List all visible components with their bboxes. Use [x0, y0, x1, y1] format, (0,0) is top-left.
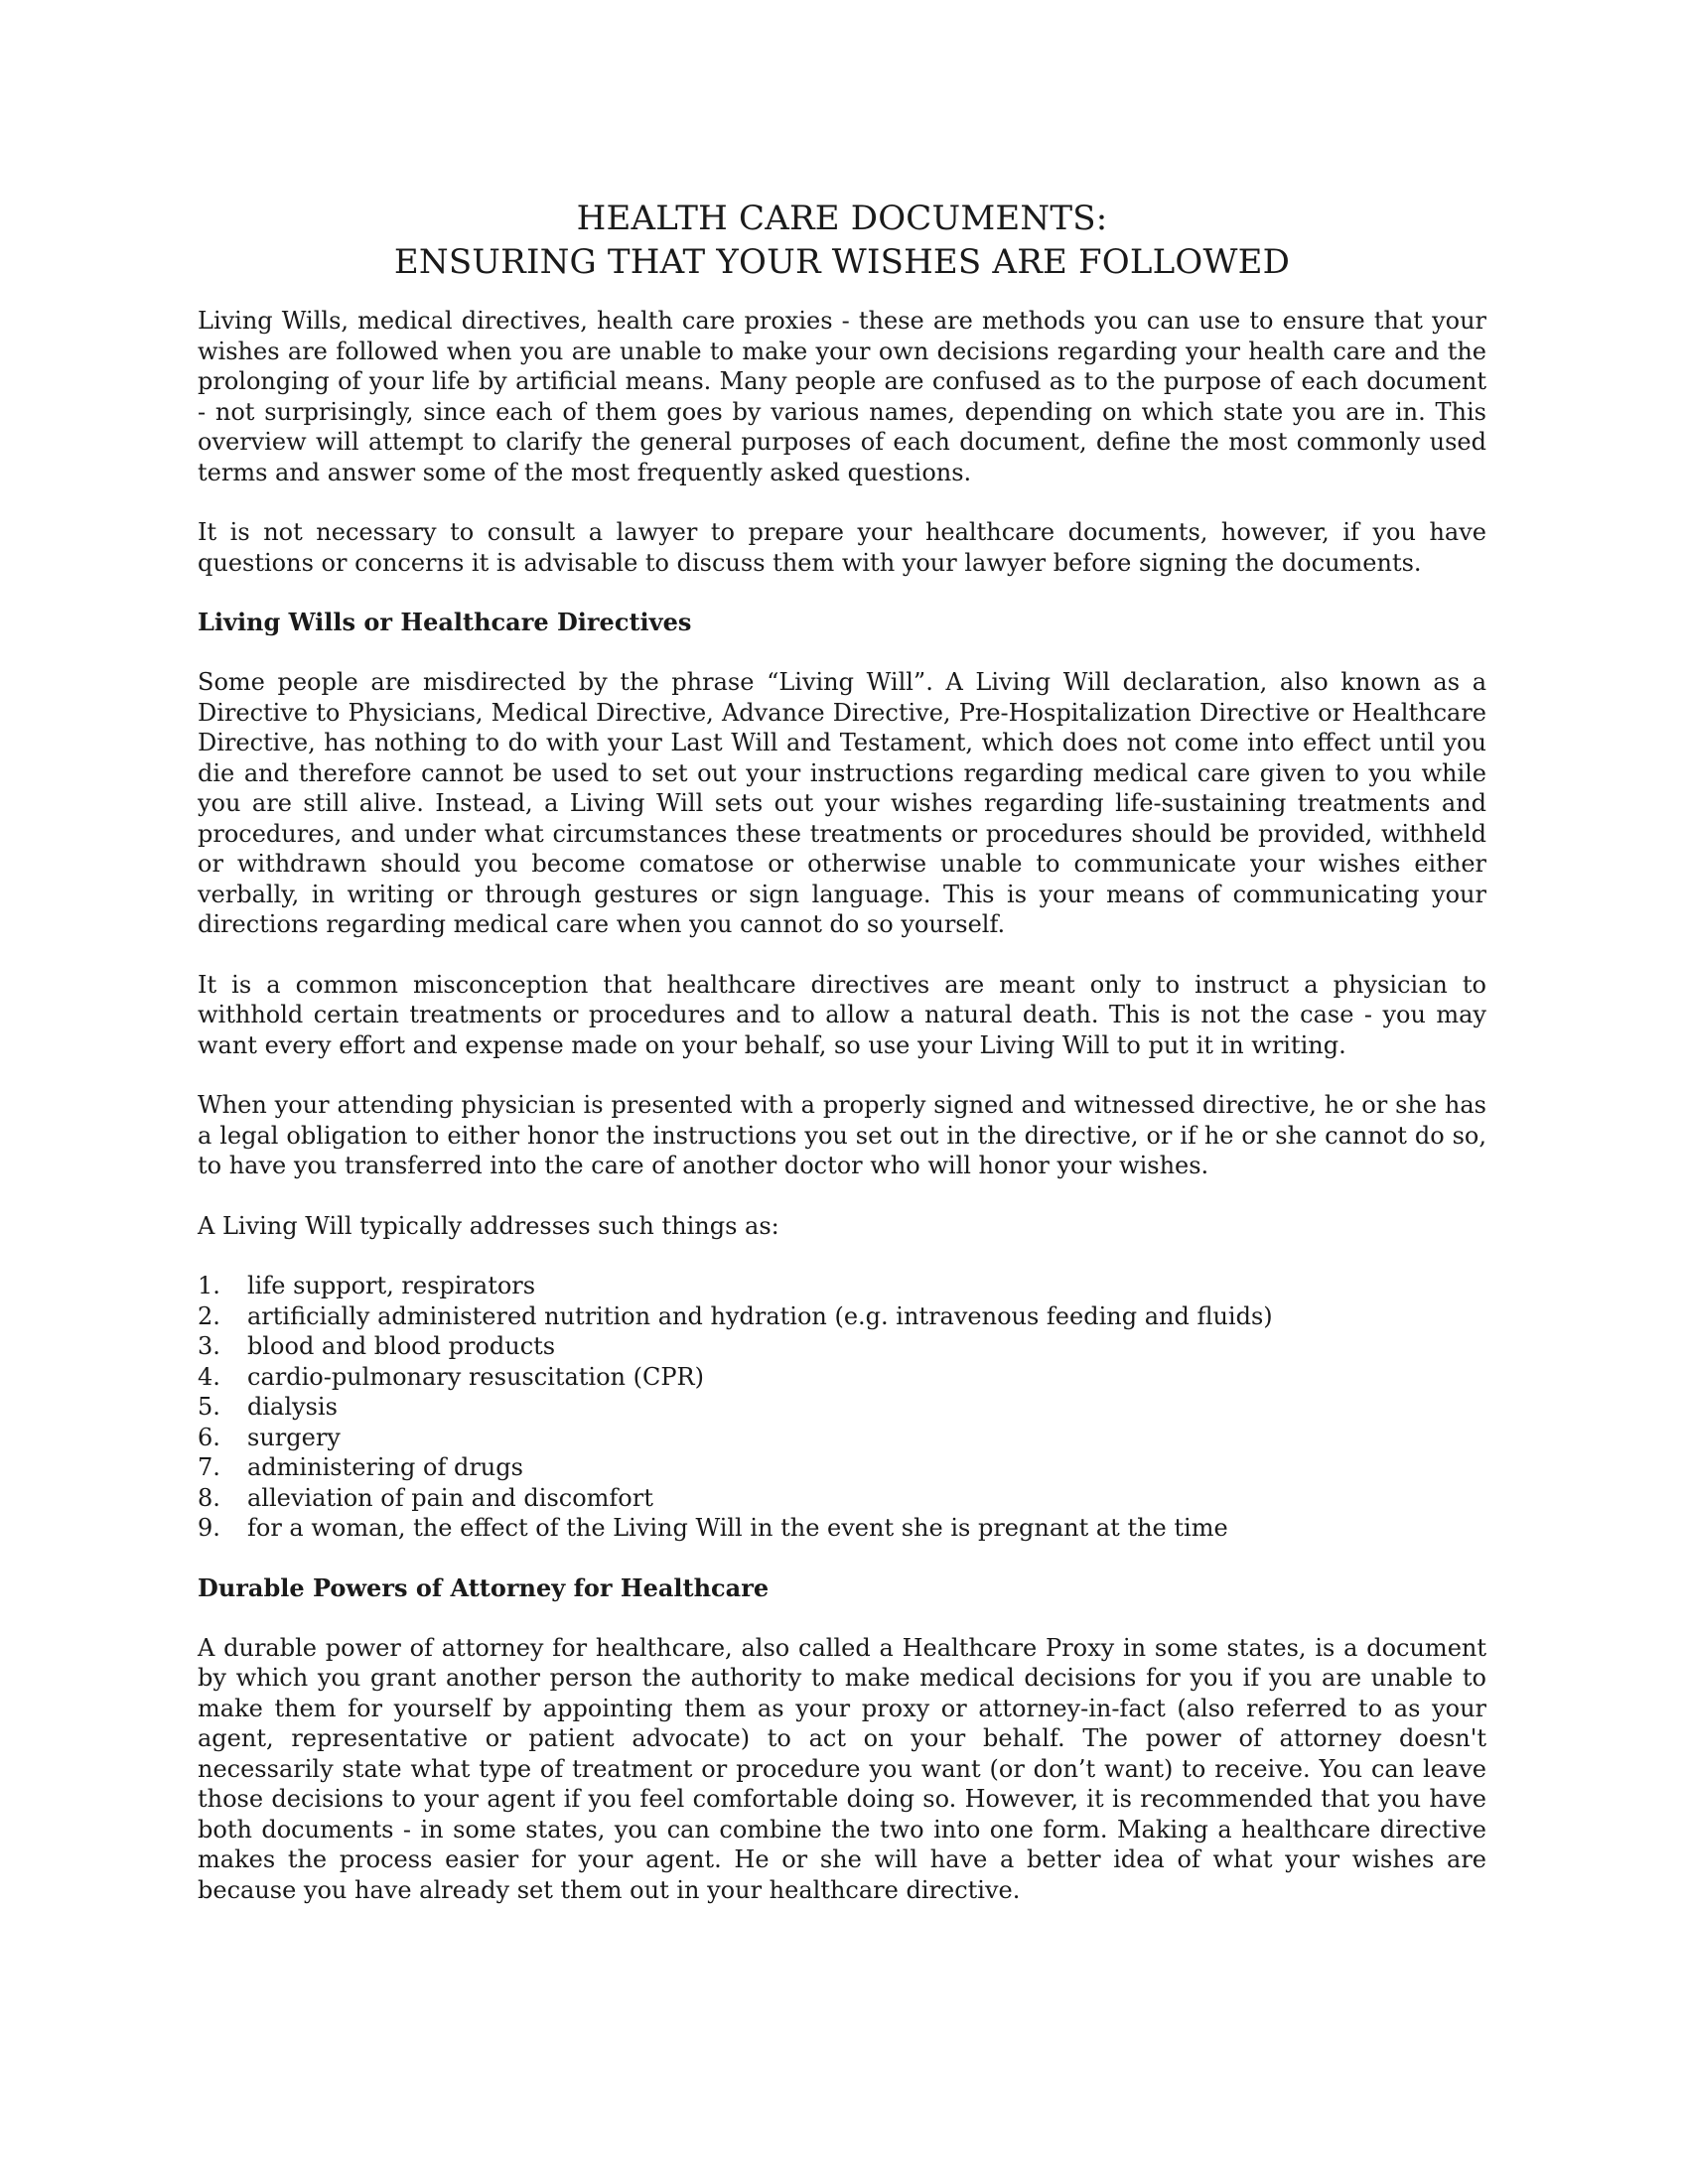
list-item-text: for a woman, the effect of the Living Will in the event she is pregnant at the time [247, 1514, 1228, 1542]
living-will-paragraph-2: It is a common misconception that healthcare directives are meant only to instruct a physician to withhold certain treatments or procedures and to allow a natural death. This is not the case - you may want every effort and expense made on your behalf, so use your Living Will to put it in writing. [198, 970, 1486, 1059]
document-title [198, 197, 1486, 284]
list-item-text: cardio-pulmonary resuscitation (CPR) [247, 1362, 704, 1391]
list-item-text: blood and blood products [247, 1332, 556, 1360]
living-will-paragraph-3: When your attending physician is presented with a properly signed and witnessed directive, he or she has a legal obligation to either honor the instructions you set out in the directive, or if he or she cannot do so, to have you transferred into the care of another doctor who will honor your wishes. [198, 1091, 1486, 1179]
intro-paragraph-2: It is not necessary to consult a lawyer to prepare your healthcare documents, however, if you have questions or concerns it is advisable to discuss them with your lawyer before signing the documents. [198, 518, 1486, 577]
living-will-topics-list [198, 1271, 1486, 1544]
list-item [198, 1271, 1486, 1301]
list-item [198, 1362, 1486, 1393]
list-item [198, 1331, 1486, 1362]
list-item-number: 5. [198, 1393, 220, 1421]
durable-power-paragraph-1: A durable power of attorney for healthcare, also called a Healthcare Proxy in some states, is a document by which you grant another person the authority to make medical decisions for you if you are unable to make them for yourself by appointing them as your proxy or attorney-in-fact (also referred to as your agent, representative or patient advocate) to act on your behalf. The power of attorney doesn't necessarily state what type of treatment or procedure you want (or don’t want) to receive. You can leave those decisions to your agent if you feel comfortable doing so. However, it is recommended that you have both documents - in some states, you can combine the two into one form. Making a healthcare directive makes the process easier for your agent. He or she will have a better idea of what your wishes are because you have already set them out in your healthcare directive. [198, 1633, 1486, 1904]
list-item-text: administering of drugs [247, 1453, 523, 1481]
title-line-1: HEALTH CARE DOCUMENTS: [576, 199, 1108, 238]
list-item-text: artificially administered nutrition and hydration (e.g. intravenous feeding and fluids) [247, 1301, 1273, 1330]
list-item [198, 1423, 1486, 1453]
list-item [198, 1392, 1486, 1423]
list-item [198, 1452, 1486, 1483]
list-item [198, 1513, 1486, 1544]
list-item-text: alleviation of pain and discomfort [247, 1483, 653, 1512]
list-item-number: 2. [198, 1301, 220, 1330]
document-page [198, 197, 1486, 1935]
list-item-text: life support, respirators [247, 1272, 536, 1299]
list-item-text: dialysis [247, 1393, 338, 1421]
section-heading-living-wills: Living Wills or Healthcare Directives [198, 608, 692, 636]
living-will-paragraph-1: Some people are misdirected by the phrase “Living Will”. A Living Will declaration, also known as a Directive to Physicians, Medical Directive, Advance Directive, Pre-Hospitalization Directive or Healthcare Directive, has nothing to do with your Last Will and Testament, which does not come into effect until you die and therefore cannot be used to set out your instructions regarding medical care given to you while you are still alive. Instead, a Living Will sets out your wishes regarding life-sustaining treatments and procedures, and under what circumstances these treatments or procedures should be provided, withheld or withdrawn should you become comatose or otherwise unable to communicate your wishes either verbally, in writing or through gestures or sign language. This is your means of communicating your directions regarding medical care when you cannot do so yourself. [198, 668, 1486, 938]
section-heading-durable-powers: Durable Powers of Attorney for Healthcare [198, 1572, 770, 1602]
list-item-number: 1. [198, 1272, 220, 1299]
intro-paragraph-1: Living Wills, medical directives, health care proxies - these are methods you can use to ensure that your wishes are followed when you are unable to make your own decisions regarding your health care and the prolonging of your life by artificial means. Many people are confused as to the purpose of each document - not surprisingly, since each of them goes by various names, depending on which state you are in. This overview will attempt to clarify the general purposes of each document, define the most commonly used terms and answer some of the most frequently asked questions. [198, 307, 1486, 486]
list-item-number: 4. [198, 1362, 220, 1391]
living-will-paragraph-4: A Living Will typically addresses such things as: [198, 1211, 779, 1240]
title-line-2: ENSURING THAT YOUR WISHES ARE FOLLOWED [393, 242, 1291, 282]
list-item-number: 6. [198, 1423, 220, 1451]
list-item-number: 8. [198, 1483, 220, 1512]
list-item-number: 3. [198, 1332, 220, 1360]
list-item-number: 7. [198, 1453, 220, 1481]
list-item [198, 1483, 1486, 1514]
list-item [198, 1301, 1486, 1332]
list-item-text: surgery [247, 1423, 341, 1451]
list-item-number: 9. [198, 1514, 220, 1542]
